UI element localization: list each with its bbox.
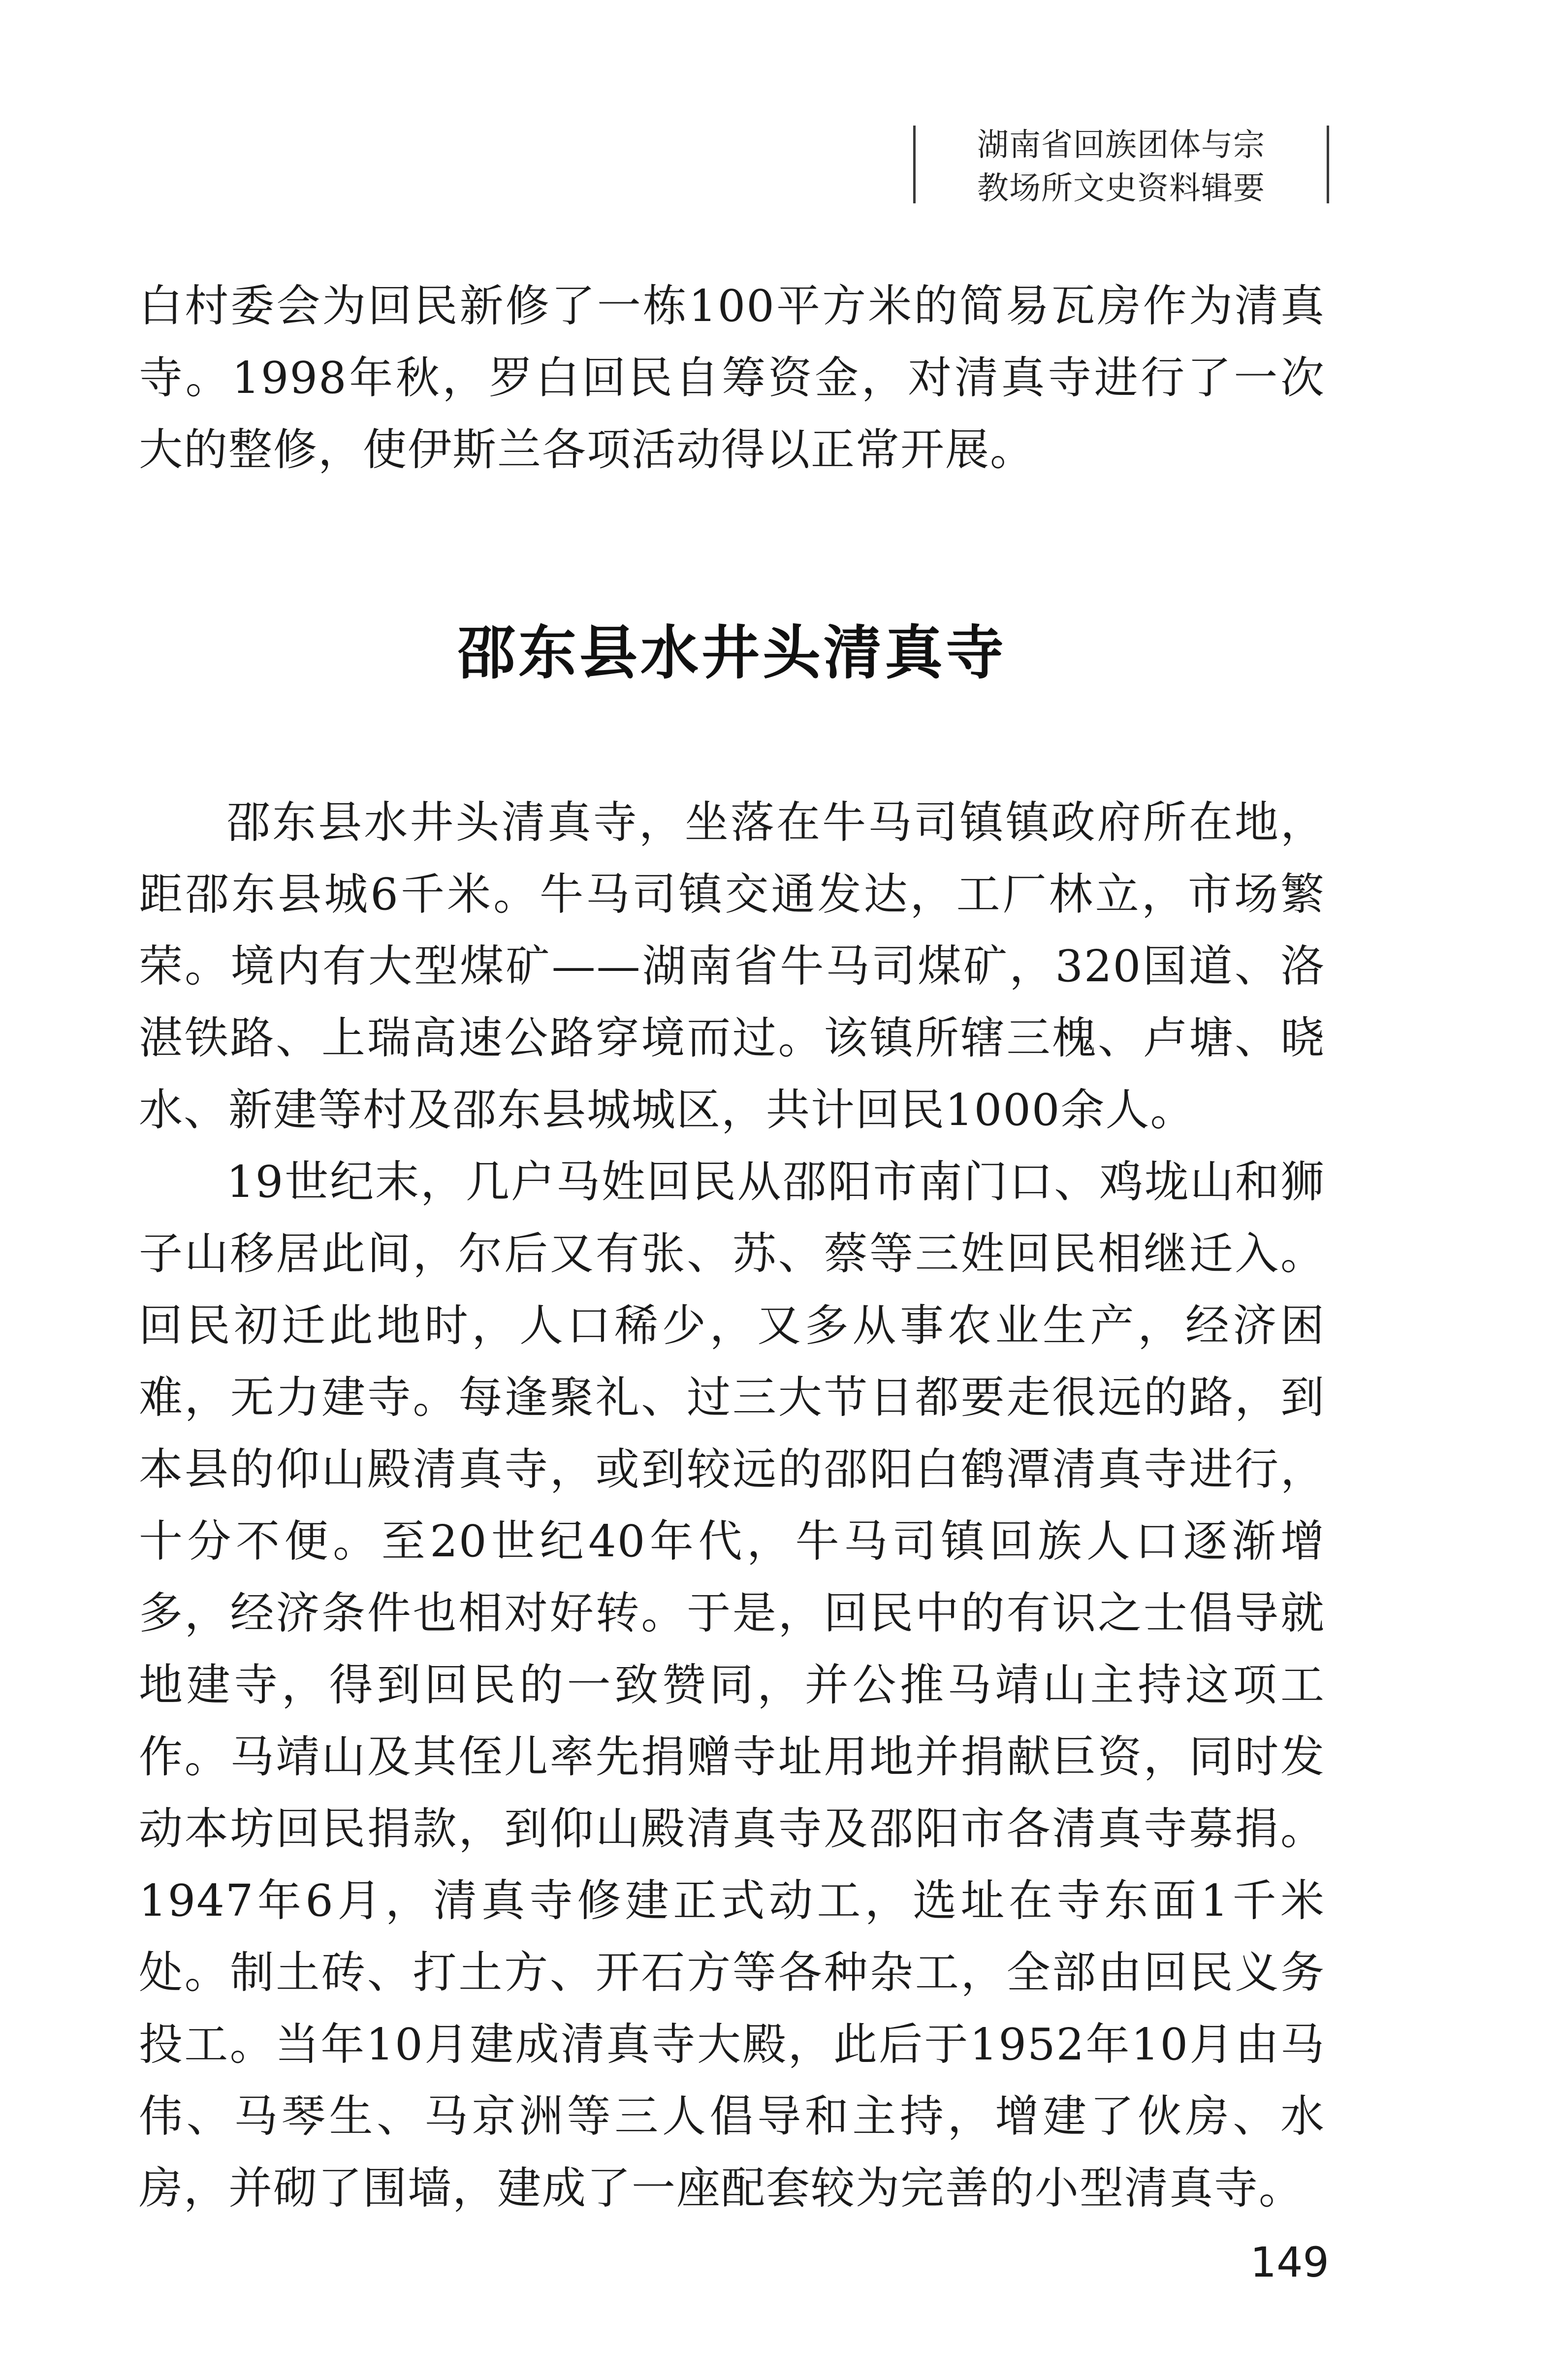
intro-paragraph: 白村委会为回民新修了一栋100平方米的简易瓦房作为清真寺。1998年秋，罗白回民自筹资金，对清真寺进行了一次大的整修，使伊斯兰各项活动得以正常开展。 <box>139 280 1325 475</box>
running-header <box>913 126 1329 207</box>
header-title <box>916 124 1327 210</box>
header-line-2: 教场所文史资料辑要 <box>977 170 1265 207</box>
body-paragraph-2: 19世纪末，几户马姓回民从邵阳市南门口、鸡垅山和狮子山移居此间，尔后又有张、苏、蔡等三姓回民相继迁入。回民初迁此地时，人口稀少，又多从事农业生产，经济困难，无力建寺。每逢聚礼、过三大节日都要走很远的路，到本县的仰山殿清真寺，或到较远的邵阳白鹤潭清真寺进行，十分不便。至20世纪40年代，牛马司镇回族人口逐渐增多，经济条件也相对好转。于是，回民中的有识之士倡导就地建寺，得到回民的一致赞同，并公推马靖山主持这项工作。马靖山及其侄儿率先捐赠寺址用地并捐献巨资，同时发动本坊回民捐款，到仰山殿清真寺及邵阳市各清真寺募捐。1947年6月，清真寺修建正式动工，选址在寺东面1千米处。制土砖、打土方、开石方等各种杂工，全部由回民义务投工。当年10月建成清真寺大殿，此后于1952年10月由马伟、马琴生、马京洲等三人倡导和主持，增建了伙房、水房，并砌了围墙，建成了一座配套较为完善的小型清真寺。 <box>139 1156 1325 2214</box>
header-right-rule <box>1327 126 1329 203</box>
body-paragraph-1: 邵东县水井头清真寺，坐落在牛马司镇镇政府所在地，距邵东县城6千米。牛马司镇交通发达，工厂林立，市场繁荣。境内有大型煤矿——湖南省牛马司煤矿，320国道、洛湛铁路、上瑞高速公路穿境而过。该镇所辖三槐、卢塘、晓水、新建等村及邵东县城城区，共计回民1000余人。 <box>139 797 1325 1135</box>
header-line-1: 湖南省回族团体与宗 <box>977 127 1265 163</box>
page-body <box>139 270 1325 2224</box>
section-title: 邵东县水井头清真寺 <box>457 619 1007 687</box>
page-number: 149 <box>1250 2238 1329 2286</box>
